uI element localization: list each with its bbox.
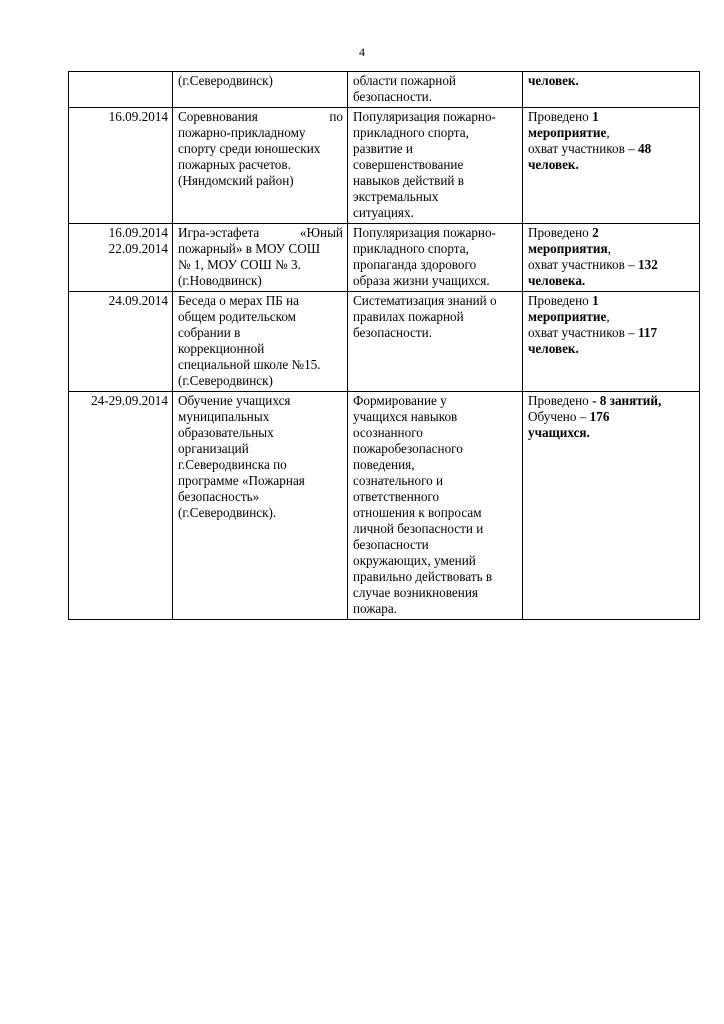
result-cell: [523, 72, 700, 108]
result-text: Проведено: [528, 393, 593, 408]
event-line: общем родительском: [178, 309, 297, 324]
date-cell: [69, 224, 173, 292]
result-line: [528, 125, 695, 141]
goal-line: ответственного: [353, 489, 440, 504]
event-line: программе «Пожарная: [178, 473, 305, 488]
result-line: [528, 393, 695, 409]
result-text: Проведено: [528, 293, 593, 308]
event-line: безопасность»: [178, 489, 260, 504]
event-line: (г.Новодвинск): [178, 273, 262, 288]
table-row: [69, 108, 700, 224]
goal-line: безопасности.: [353, 325, 432, 340]
events-table-body: [69, 72, 700, 620]
result-bold-text: мероприятия: [528, 241, 608, 256]
goal-line: развитие и: [353, 141, 413, 156]
result-text: ,: [606, 125, 610, 140]
goal-line: экстремальных: [353, 189, 439, 204]
date-line: 16.09.2014: [108, 109, 168, 124]
goal-line: Популяризация пожарно-: [353, 225, 496, 240]
date-cell: [69, 108, 173, 224]
date-cell: [69, 72, 173, 108]
events-table: [68, 71, 700, 620]
result-text: Обучено –: [528, 409, 590, 424]
result-line: [528, 425, 695, 441]
event-line: (г.Северодвинск): [178, 373, 273, 388]
result-cell: [523, 224, 700, 292]
result-bold-text: человека.: [528, 273, 586, 288]
date-line: 24-29.09.2014: [91, 393, 168, 408]
goal-line: осознанного: [353, 425, 423, 440]
table-row: [69, 72, 700, 108]
result-bold-text: человек.: [528, 73, 579, 88]
date-cell: [69, 292, 173, 392]
event-line: пожарных расчетов.: [178, 157, 291, 172]
goal-cell: [348, 72, 523, 108]
result-text: охват участников –: [528, 141, 639, 156]
goal-line: навыков действий в: [353, 173, 464, 188]
result-text: охват участников –: [528, 325, 639, 340]
result-bold-text: 1: [592, 109, 599, 124]
result-bold-text: учащихся.: [528, 425, 590, 440]
goal-line: личной безопасности и: [353, 521, 484, 536]
event-line: собрании в: [178, 325, 241, 340]
table-row: [69, 224, 700, 292]
event-line: спорту среди юношеских: [178, 141, 321, 156]
result-cell: [523, 392, 700, 620]
event-cell: [173, 72, 348, 108]
goal-line: Формирование у: [353, 393, 447, 408]
goal-line: случае возникновения: [353, 585, 478, 600]
goal-line: Систематизация знаний о: [353, 293, 497, 308]
event-line: организаций: [178, 441, 249, 456]
event-line: № 1, МОУ СОШ № 3.: [178, 257, 301, 272]
result-line: [528, 341, 695, 357]
result-bold-text: мероприятие: [528, 125, 607, 140]
event-line: (г.Северодвинск).: [178, 505, 277, 520]
goal-cell: [348, 392, 523, 620]
result-text: Проведено: [528, 225, 593, 240]
result-line: [528, 273, 695, 289]
goal-line: прикладного спорта,: [353, 241, 469, 256]
event-line: образовательных: [178, 425, 274, 440]
result-bold-text: человек.: [528, 157, 579, 172]
goal-line: образа жизни учащихся.: [353, 273, 490, 288]
event-line: коррекционной: [178, 341, 265, 356]
result-line: [528, 409, 695, 425]
page-number: 4: [359, 45, 365, 59]
event-line: Беседа о мерах ПБ на: [178, 293, 300, 308]
goal-line: окружающих, умений: [353, 553, 476, 568]
date-line: 22.09.2014: [108, 241, 168, 256]
result-line: [528, 309, 695, 325]
result-line: [528, 73, 695, 89]
event-cell: [173, 108, 348, 224]
result-text: Проведено: [528, 109, 593, 124]
event-line: г.Северодвинска по: [178, 457, 287, 472]
goal-cell: [348, 292, 523, 392]
result-line: [528, 109, 695, 125]
goal-line: поведения,: [353, 457, 415, 472]
result-line: [528, 141, 695, 157]
event-line: муниципальных: [178, 409, 270, 424]
goal-cell: [348, 108, 523, 224]
result-bold-text: человек.: [528, 341, 579, 356]
goal-line: безопасности: [353, 537, 429, 552]
event-cell: [173, 224, 348, 292]
result-line: [528, 241, 695, 257]
event-line: пожарно-прикладному: [178, 125, 306, 140]
goal-line: сознательного и: [353, 473, 444, 488]
goal-line: ситуациях.: [353, 205, 414, 220]
event-line: Игра-эстафета «Юный: [178, 225, 343, 240]
table-row: [69, 292, 700, 392]
goal-line: пропаганда здорового: [353, 257, 477, 272]
result-bold-text: 1: [592, 293, 599, 308]
goal-line: отношения к вопросам: [353, 505, 482, 520]
goal-line: совершенствование: [353, 157, 464, 172]
result-cell: [523, 292, 700, 392]
goal-line: пожаробезопасного: [353, 441, 463, 456]
goal-line: правильно действовать в: [353, 569, 493, 584]
result-bold-text: 117: [638, 325, 658, 340]
result-text: ,: [606, 309, 610, 324]
goal-line: Популяризация пожарно-: [353, 109, 496, 124]
date-line: 24.09.2014: [108, 293, 168, 308]
result-cell: [523, 108, 700, 224]
date-cell: [69, 392, 173, 620]
result-text: ,: [607, 241, 611, 256]
result-bold-text: мероприятие: [528, 309, 607, 324]
event-line: специальной школе №15.: [178, 357, 321, 372]
goal-cell: [348, 224, 523, 292]
goal-line: области пожарной: [353, 73, 456, 88]
event-line: пожарный» в МОУ СОШ: [178, 241, 321, 256]
goal-line: учащихся навыков: [353, 409, 458, 424]
date-line: 16.09.2014: [108, 225, 168, 240]
result-bold-text: - 8 занятий,: [592, 393, 662, 408]
table-row: [69, 392, 700, 620]
result-line: [528, 293, 695, 309]
event-cell: [173, 392, 348, 620]
goal-line: пожара.: [353, 601, 398, 616]
result-line: [528, 257, 695, 273]
result-bold-text: 48: [638, 141, 652, 156]
goal-line: правилах пожарной: [353, 309, 464, 324]
result-line: [528, 325, 695, 341]
result-line: [528, 157, 695, 173]
event-cell: [173, 292, 348, 392]
event-line: (Няндомский район): [178, 173, 294, 188]
result-bold-text: 2: [592, 225, 599, 240]
goal-line: безопасности.: [353, 89, 432, 104]
result-line: [528, 225, 695, 241]
result-text: охват участников –: [528, 257, 639, 272]
result-bold-text: 176: [589, 409, 610, 424]
event-line: (г.Северодвинск): [178, 73, 273, 88]
event-line: Соревнования по: [178, 109, 343, 124]
result-bold-text: 132: [638, 257, 658, 272]
event-line: Обучение учащихся: [178, 393, 291, 408]
goal-line: прикладного спорта,: [353, 125, 469, 140]
